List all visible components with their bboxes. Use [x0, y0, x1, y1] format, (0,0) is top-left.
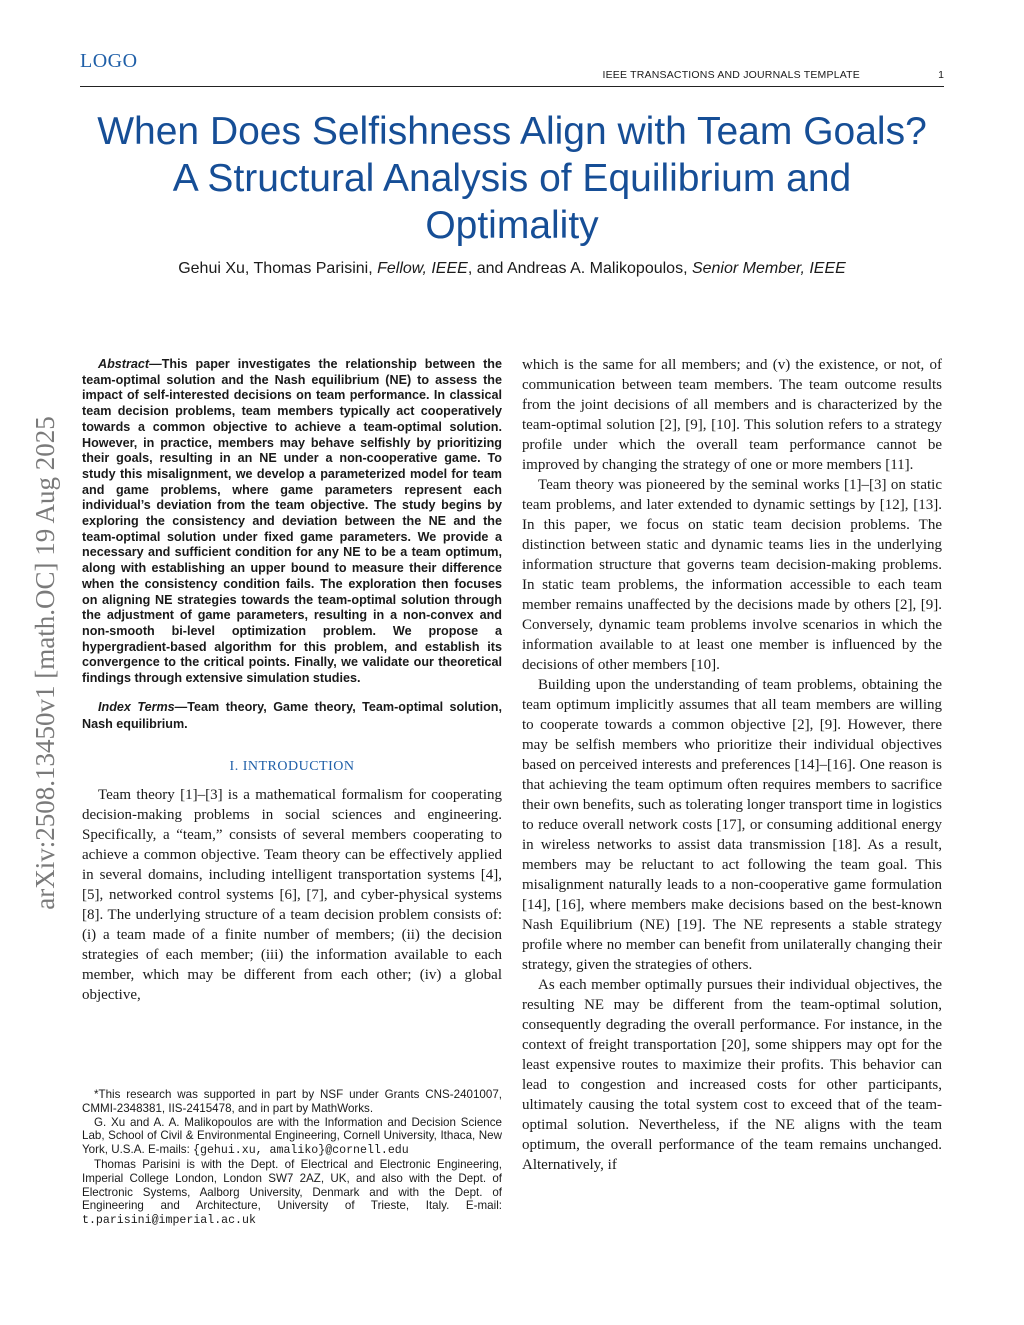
abstract-label: Abstract—	[98, 357, 162, 371]
running-header	[80, 68, 944, 87]
author-fellowship-2: Senior Member, IEEE	[691, 260, 846, 277]
body-paragraph: Building upon the understanding of team problems, obtaining the team optimum implicitly assumes that all team members are willing to cooperate towards a common objective [2], [9]. However, there may be selfish members who prioritize their individual objectives based on perceived interests and preferences [14]–[16]. One reason is that achieving the team optimum often requires members to sacrifice their own benefits, such as tolerating longer transport time in logistics to reduce overall network costs [17], or consuming additional energy in wireless networks to assist data transmission [18]. As a result, members may be reluctant to act following the team goal. This misalignment naturally leads to a non-cooperative game formulation [14], [16], where members make decisions based on the best-known Nash Equilibrium (NE) [19]. The NE represents a stable strategy profile where no member can benefit from unilaterally changing their strategy, given the strategies of others.	[522, 677, 942, 973]
author-list	[60, 260, 964, 278]
index-terms-label: Index Terms—	[98, 699, 188, 714]
footnote-affiliation-xu-malikopoulos	[82, 1116, 502, 1158]
section-title: INTRODUCTION	[242, 758, 355, 774]
journal-name: IEEE TRANSACTIONS AND JOURNALS TEMPLATE	[602, 69, 860, 81]
body-paragraph: As each member optimally pursues their individual objectives, the resulting NE may be different from the team-optimal solution, consequently degrading the overall performance. For instance, in the context of freight transportation [20], some shippers may opt for the least expensive routes to maximize their profits. This behavior can lead to congestion and increased costs for other participants, ultimately causing the total system cost to exceed that of the team-optimal solution. Nevertheless, if the NE aligns with the team optimum, the overall performance of the team remains unchanged. Alternatively, if	[522, 977, 942, 1173]
footnote-text: G. Xu and A. A. Malikopoulos are with the Information and Decision Science Lab, School of Civil & Environmental Engineering, Cornell University, Ithaca, New York, U.S.A. E-mails:	[82, 1115, 502, 1157]
title-line: When Does Selfishness Align with Team Goals?	[97, 110, 927, 153]
title-line: A Structural Analysis of Equilibrium and	[172, 157, 852, 200]
index-terms	[82, 699, 502, 733]
section-heading	[82, 759, 502, 775]
footnote-funding: *This research was supported in part by NSF under Grants CNS-2401007, CMMI-2348381, IIS-2415478, and in part by MathWorks.	[82, 1088, 502, 1115]
email-address: t.parisini@imperial.ac.uk	[82, 1214, 256, 1228]
intro-paragraph: Team theory [1]–[3] is a mathematical formalism for cooperating decision-making problems in social sciences and engineering. Specifically, a “team,” consists of several members cooperating to achieve a common objective. Team theory can be effectively applied in several domains, including intelligent transportation systems [4], [5], networked control systems [6], [7], and cyber-physical systems [8]. The underlying structure of a team decision problem consists of: (i) a team made of a finite number of members; (ii) the decision strategies of each member; (iii) the information available to each member, which may be different from each other; (iv) a global objective,	[82, 786, 502, 1003]
logo: LOGO	[80, 50, 138, 72]
section-number: I.	[229, 758, 239, 774]
left-column	[82, 357, 502, 1005]
arxiv-stamp	[30, 348, 60, 978]
right-column	[522, 355, 942, 1175]
abstract	[82, 357, 502, 687]
author-fellowship-1: Fellow, IEEE	[377, 260, 468, 277]
author-names-1: Gehui Xu, Thomas Parisini,	[178, 260, 378, 277]
footnotes	[82, 1088, 502, 1228]
title-line: Optimality	[425, 204, 599, 247]
body-paragraph: Team theory was pioneered by the seminal works [1]–[3] on static team problems, and later extended to dynamic settings by [12], [13]. In this paper, we focus on static team decision problems. The distinction between static and dynamic teams lies in the underlying information structure that governs team decision-making problems. In static team problems, the information accessible to each team member remains unaffected by the decisions made by others [2], [9]. Conversely, dynamic team problems involve scenarios in which the information available to at least one member is influenced by the decisions of other members [10].	[522, 477, 942, 673]
author-names-2: , and Andreas A. Malikopoulos,	[467, 260, 692, 277]
footnote-text: Thomas Parisini is with the Dept. of Electrical and Electronic Engineering, Imperial College London, London SW7 2AZ, UK, and also with the Dept. of Electronic Systems, Aalborg University, Denmark and with the Dept. of Engineering and Architecture, University of Trieste, Italy. E-mail:	[82, 1157, 502, 1213]
page-number: 1	[938, 69, 944, 81]
body-paragraph: which is the same for all members; and (v) the existence, or not, of communication between team members. The team outcome results from the joint decisions of all members and is characterized by the team-optimal solution [2], [9], [10]. This solution refers to a strategy profile under which the overall team performance cannot be improved by changing the strategy of one or more members [11].	[522, 357, 942, 473]
paper-title	[60, 108, 964, 249]
arxiv-stamp-text: arXiv:2508.13450v1 [math.OC] 19 Aug 2025	[30, 416, 60, 910]
abstract-text: This paper investigates the relationship between the team-optimal solution and the Nash equilibrium (NE) to assess the impact of self-interested decisions on team performance. In classical team decision problems, team members typically act cooperatively towards a common objective to achieve a team-optimal solution. However, in practice, members may behave selfishly by prioritizing their goals, resulting in an NE under a non-cooperative game. To study this misalignment, we develop a parameterized model for team and game problems, where game parameters represent each individual’s deviation from the team objective. The study begins by exploring the consistency and deviation between the NE and the team-optimal solution under fixed game parameters. We provide a necessary and sufficient condition for any NE to be a team optimum, along with establishing an upper bound to measure their difference when the consistency condition fails. The exploration then focuses on aligning NE strategies towards the team-optimal solution through the adjustment of game parameters, resulting in a non-convex and non-smooth bi-level optimization problem. We propose a hypergradient-based algorithm for this problem, and establish its convergence to the critical points. Finally, we validate our theoretical findings through extensive simulation studies.	[82, 357, 502, 686]
index-terms-text: Team theory, Game theory, Team-optimal solution, Nash equilibrium.	[82, 699, 503, 731]
footnote-affiliation-parisini	[82, 1158, 502, 1228]
email-address: {gehui.xu, amaliko}@cornell.edu	[193, 1144, 409, 1158]
